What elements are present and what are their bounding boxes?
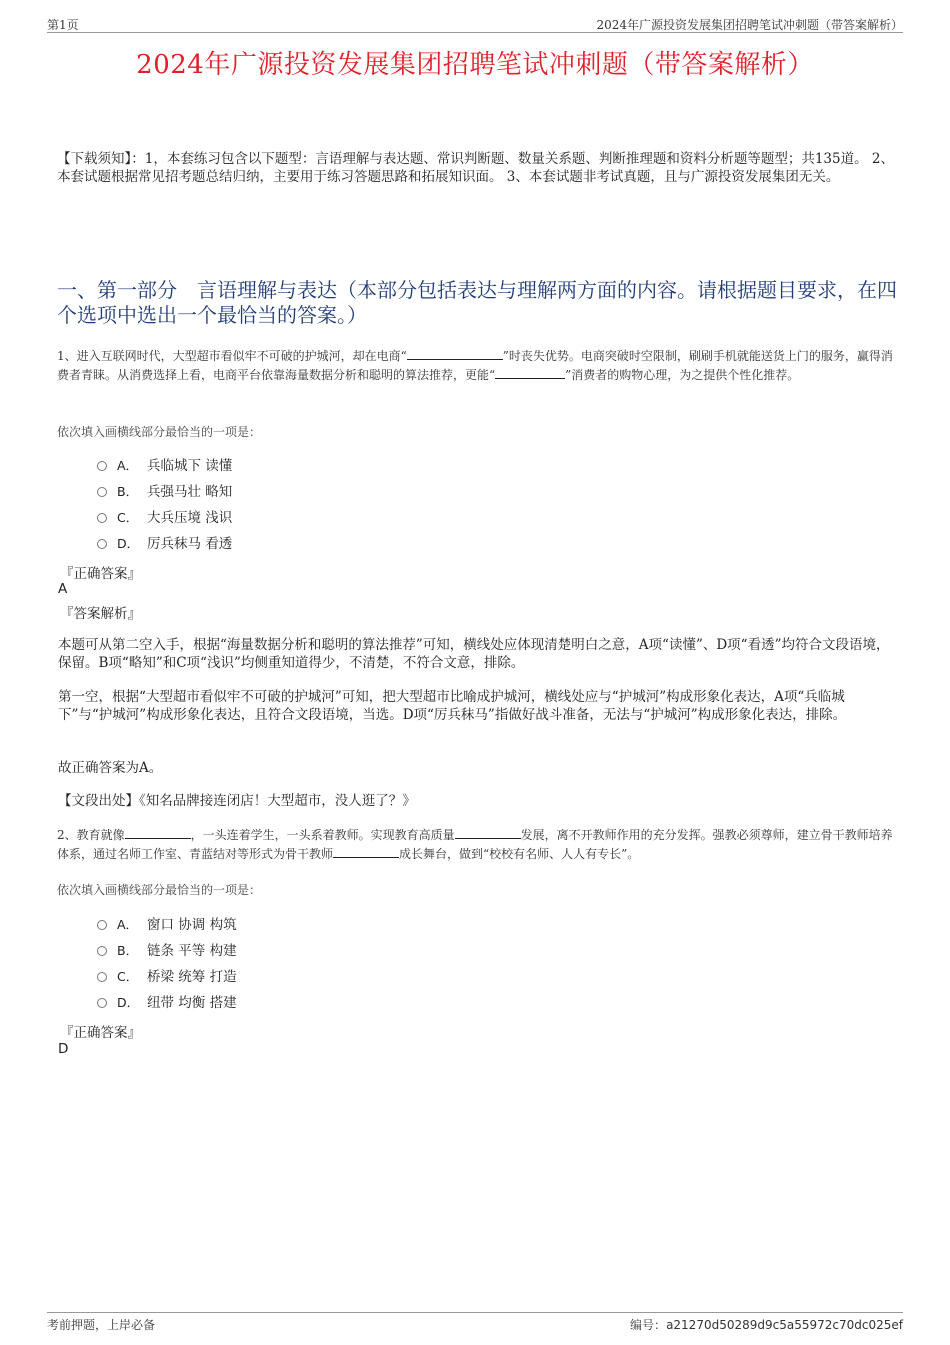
q1-analysis-paragraph-2: 第一空，根据“大型超市看似牢不可破的护城河”可知，把大型超市比喻成护城河，横线处应与“护城河”构成形象化表达，A项“兵临城下”与“护城河”构成形象化表达，且符合文段语境，当选。D项“厉兵秣马”指做好战斗准备，无法与“护城河”构成形象化表达，排除。 [58, 689, 847, 723]
header-doc-title: 2024年广源投资发展集团招聘笔试冲刺题（带答案解析） [596, 18, 903, 32]
page-header [47, 14, 903, 33]
question-2-text: 2、教育就像 ，一头连着学生，一头系着教师。实现教育高质量 发展，离不开教师作用的充分发挥。强教必须尊师，建立骨干教师培养体系，通过名师工作室、青蓝结对等形式为骨干教师 成长舞台，做到“校校有名师、人人有专长”。 [57, 828, 893, 861]
radio-icon[interactable] [97, 487, 107, 497]
q1-answer: A [58, 581, 68, 597]
radio-icon[interactable] [97, 513, 107, 523]
q1-option-b[interactable]: B． 兵强马壮 略知 [97, 483, 232, 501]
q2-answer-label: 『正确答案』 [60, 1025, 141, 1041]
radio-icon[interactable] [97, 998, 107, 1008]
blank-line [333, 846, 399, 858]
blank-line [455, 827, 521, 839]
q1-option-a[interactable]: A． 兵临城下 读懂 [97, 457, 232, 475]
footer-slogan: 考前押题，上岸必备 [47, 1318, 156, 1332]
blank-line [125, 827, 191, 839]
q1-option-c[interactable]: C． 大兵压境 浅识 [97, 509, 232, 527]
q1-answer-label: 『正确答案』 [60, 566, 141, 582]
q2-answer: D [58, 1041, 69, 1057]
radio-icon[interactable] [97, 920, 107, 930]
q2-option-a[interactable]: A． 窗口 协调 构筑 [97, 916, 237, 934]
q2-option-d[interactable]: D． 纽带 均衡 搭建 [97, 994, 237, 1012]
radio-icon[interactable] [97, 461, 107, 471]
radio-icon[interactable] [97, 539, 107, 549]
radio-icon[interactable] [97, 946, 107, 956]
q1-analysis-paragraph-3: 故正确答案为A。 [58, 760, 163, 776]
document-title: 2024年广源投资发展集团招聘笔试冲刺题（带答案解析） [136, 50, 814, 80]
q1-option-d[interactable]: D． 厉兵秣马 看透 [97, 535, 232, 553]
footer-code: 编号：a21270d50289d9c5a55972c70dc025ef [630, 1318, 903, 1332]
download-notice: 【下载须知】：1，本套练习包含以下题型：言语理解与表达题、常识判断题、数量关系题、判断推理题和资料分析题等题型；共135道。 2、本套试题根据常见招考题总结归纳，主要用于练习答题思路和拓展知识面。 3、本套试题非考试真题，且与广源投资发展集团无关。 [57, 151, 894, 185]
q1-analysis-paragraph-1: 本题可从第二空入手，根据“海量数据分析和聪明的算法推荐”可知，横线处应体现清楚明白之意，A项“读懂”、D项“看透”均符合文段语境，保留。B项“略知”和C项“浅识”均侧重知道得少，不清楚，不符合文意，排除。 [58, 637, 890, 671]
blank-line [407, 348, 503, 360]
q1-source: 【文段出处】《知名品牌接连闭店！大型超市，没人逛了？》 [58, 793, 416, 809]
blank-line [495, 367, 565, 379]
q2-option-b[interactable]: B． 链条 平等 构建 [97, 942, 237, 960]
page-number: 第1页 [47, 18, 79, 32]
section-heading: 一、第一部分 言语理解与表达（本部分包括表达与理解两方面的内容。请根据题目要求，在四个选项中选出一个最恰当的答案。） [57, 278, 897, 327]
question-2-prompt: 依次填入画横线部分最恰当的一项是： [57, 883, 262, 897]
question-1-text: 1、进入互联网时代，大型超市看似牢不可破的护城河，却在电商“ ”时丧失优势。电商突破时空限制，刷刷手机就能送货上门的服务，赢得消费者青睐。从消费选择上看，电商平台依靠海量数据分析和聪明的算法推荐，更能“ ”消费者的购物心理，为之提供个性化推荐。 [57, 349, 893, 382]
page-footer [47, 1312, 903, 1333]
question-1-prompt: 依次填入画横线部分最恰当的一项是： [57, 425, 262, 439]
q1-analysis-label: 『答案解析』 [60, 606, 141, 622]
q2-option-c[interactable]: C． 桥梁 统筹 打造 [97, 968, 237, 986]
radio-icon[interactable] [97, 972, 107, 982]
